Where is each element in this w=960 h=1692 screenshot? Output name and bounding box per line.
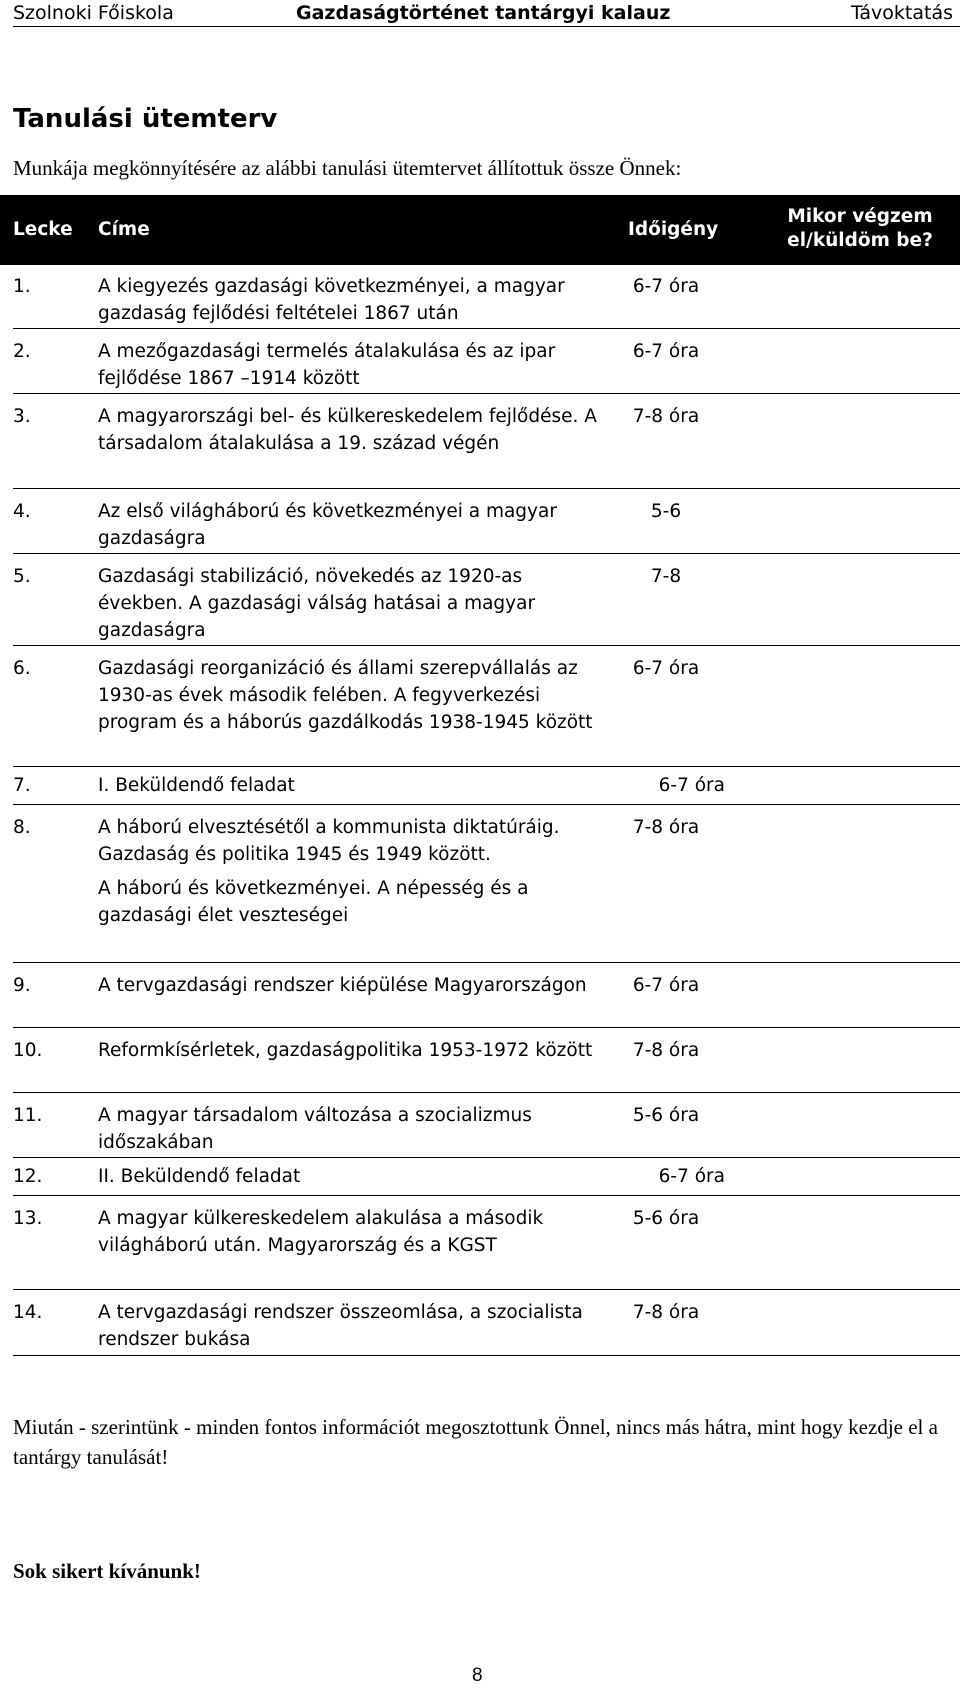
header-course-title: Gazdaságtörténet tantárgyi kalauz: [296, 2, 671, 24]
lesson-time: 7-8 óra: [632, 1302, 700, 1323]
lesson-title: A magyarországi bel- és külkereskedelem fejlődése. A társadalom átalakulása a 19. század végén: [98, 406, 597, 454]
table-row: [13, 395, 960, 489]
intro-text: Munkája megkönnyítésére az alábbi tanulási ütemtervet állítottuk össze Önnek:: [13, 156, 682, 180]
table-row: [13, 555, 960, 646]
lesson-time: 5-6 óra: [632, 1105, 700, 1126]
table-row: [13, 1197, 960, 1290]
column-header-mikor-line1: Mikor végzem: [787, 206, 933, 227]
lesson-number: 8.: [13, 817, 31, 838]
lesson-number: 3.: [13, 406, 31, 427]
lesson-title: Reformkísérletek, gazdaságpolitika 1953-1972 között: [98, 1040, 593, 1061]
lesson-title: A magyar külkereskedelem alakulása a második világháború után. Magyarország és a KGST: [98, 1208, 544, 1256]
table-row: [13, 768, 960, 805]
lesson-time: 6-7 óra: [632, 341, 700, 362]
lesson-time: 7-8: [650, 566, 682, 587]
lesson-title: Gazdasági reorganizáció és állami szerepvállalás az 1930-as évek második felében. A fegyverkezési program és a háborús gazdálkodás 1938-1945 között: [98, 658, 593, 733]
column-header-lecke: Lecke: [13, 219, 73, 240]
table-row: [13, 490, 960, 554]
table-row: [13, 1159, 960, 1196]
table-row: [13, 647, 960, 767]
lesson-time: 6-7 óra: [632, 276, 700, 297]
lesson-time: 6-7 óra: [658, 775, 725, 796]
closing-wish: Sok sikert kívánunk!: [13, 1559, 201, 1583]
lesson-title: Gazdasági stabilizáció, növekedés az 1920-as években. A gazdasági válság hatásai a magyar gazdaságra: [98, 566, 536, 641]
table-row: [13, 1291, 960, 1356]
lesson-time: 7-8 óra: [632, 817, 700, 838]
lesson-title: A tervgazdasági rendszer kiépülése Magyarországon: [98, 975, 587, 996]
page-number: 8: [472, 1665, 483, 1686]
header-institution: Szolnoki Főiskola: [13, 2, 174, 24]
lesson-title: II. Beküldendő feladat: [98, 1166, 301, 1187]
lesson-title: A háború elvesztésétől a kommunista diktatúráig. Gazdaság és politika 1945 és 1949 között. A háború és következményei. A népesség és a gazdasági élet veszteségei: [98, 817, 560, 926]
lesson-number: 5.: [13, 566, 31, 587]
lesson-time: 5-6: [650, 501, 682, 522]
lesson-number: 4.: [13, 501, 31, 522]
lesson-title: Az első világháború és következményei a magyar gazdaságra: [98, 501, 557, 549]
lesson-title: A magyar társadalom változása a szocializmus időszakában: [98, 1105, 532, 1153]
lesson-time: 7-8 óra: [632, 1040, 700, 1061]
header-mode: Távoktatás: [850, 2, 953, 24]
lesson-time: 5-6 óra: [632, 1208, 700, 1229]
column-header-mikor-line2: el/küldöm be?: [787, 230, 933, 251]
lesson-number: 13.: [13, 1208, 43, 1229]
lesson-number: 12.: [13, 1166, 43, 1187]
lesson-number: 14.: [13, 1302, 43, 1323]
lesson-number: 6.: [13, 658, 31, 679]
column-header-mikor: [770, 205, 950, 253]
lesson-number: 2.: [13, 341, 31, 362]
schedule-table-header: [0, 195, 960, 265]
lesson-number: 7.: [13, 775, 31, 796]
column-header-idoigeny: Időigény: [628, 219, 719, 240]
table-row: [13, 1029, 960, 1093]
closing-paragraph: Miután - szerintünk - minden fontos információt megosztottunk Önnel, nincs más hátra, mint hogy kezdje el a tantárgy tanulását!: [13, 1415, 938, 1469]
table-row: [13, 330, 960, 394]
lesson-number: 1.: [13, 276, 31, 297]
table-row: [13, 265, 960, 329]
lesson-time: 6-7 óra: [632, 975, 700, 996]
lesson-number: 9.: [13, 975, 31, 996]
lesson-title: A tervgazdasági rendszer összeomlása, a szocialista rendszer bukása: [98, 1302, 583, 1350]
table-row: [13, 806, 960, 963]
lesson-title: A kiegyezés gazdasági következményei, a magyar gazdaság fejlődési feltételei 1867 után: [98, 276, 565, 324]
lesson-number: 10.: [13, 1040, 43, 1061]
lesson-time: 6-7 óra: [658, 1166, 725, 1187]
lesson-title: I. Beküldendő feladat: [98, 775, 295, 796]
page-title: Tanulási ütemterv: [13, 104, 278, 134]
lesson-number: 11.: [13, 1105, 43, 1126]
table-row: [13, 964, 960, 1028]
column-header-cime: Címe: [98, 219, 150, 240]
table-row: [13, 1094, 960, 1158]
page-header: [13, 0, 960, 27]
lesson-time: 6-7 óra: [632, 658, 700, 679]
lesson-title: A mezőgazdasági termelés átalakulása és az ipar fejlődése 1867 –1914 között: [98, 341, 556, 389]
lesson-time: 7-8 óra: [632, 406, 700, 427]
